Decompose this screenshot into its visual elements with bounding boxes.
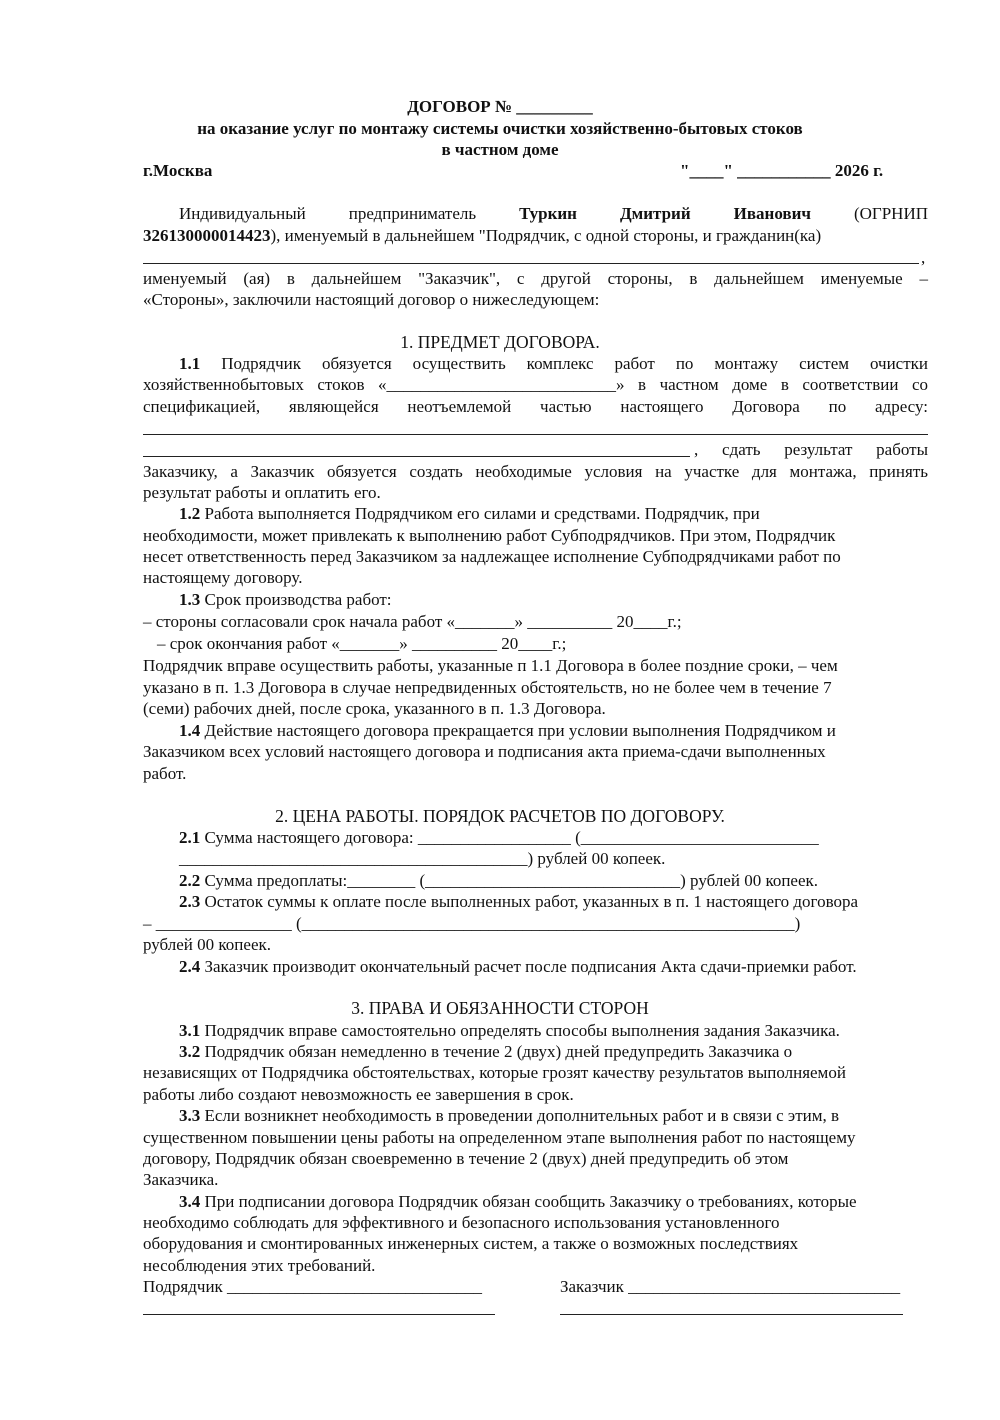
clause-1-2-line-1: 1.2 Работа выполняется Подрядчиком его силами и средствами. Подрядчик, при	[179, 504, 760, 523]
preamble-line-4: именуемый (ая) в дальнейшем "Заказчик", с другой стороны, в дальнейшем именуемые –	[143, 269, 928, 288]
clause-1-1-line-5: , сдать результат работы	[694, 440, 928, 459]
clause-3-4-line-2: необходимо соблюдать для эффективного и безопасного использования установленного	[143, 1213, 780, 1232]
clause-1-3-end-date: – срок окончания работ «_______» __________ 20____г.;	[157, 634, 567, 653]
clause-2-3-line-2: – ________________ (__________________________________________________________)	[143, 914, 801, 933]
clause-2-2-line-1: 2.2 Сумма предоплаты:________ (______________________________) рублей 00 копеек.	[179, 871, 819, 890]
clause-1-4-line-2: Заказчиком всех условий настоящего договора и подписания акта приема-сдачи выполненных	[143, 742, 826, 761]
clause-1-1-line-7: результат работы и оплатить его.	[143, 483, 381, 502]
clause-3-4-line-4: несоблюдения этих требований.	[143, 1256, 376, 1275]
clause-1-4-line-3: работ.	[143, 764, 187, 783]
clause-1-4-line-1: 1.4 Действие настоящего договора прекращается при условии выполнения Подрядчиком и	[179, 721, 836, 740]
section-1-title: 1. ПРЕДМЕТ ДОГОВОРА.	[400, 332, 600, 352]
clause-3-2-line-3: работы либо создают невозможность ее завершения в срок.	[143, 1085, 574, 1104]
clause-3-4-line-1: 3.4 При подписании договора Подрядчик обязан сообщить Заказчику о требованиях, которые	[179, 1192, 857, 1211]
customer-signature-line	[560, 1314, 903, 1315]
clause-2-1-line-1: 2.1 Сумма настоящего договора: __________________ (____________________________	[179, 828, 819, 847]
preamble-line-3-comma: ,	[921, 248, 926, 267]
clause-3-2-line-1: 3.2 Подрядчик обязан немедленно в течение 2 (двух) дней предупредить Заказчика о	[179, 1042, 793, 1061]
clause-1-2-line-4: настоящему договору.	[143, 568, 303, 587]
clause-3-4-line-3: оборудования и смонтированных инженерных систем, а также о возможных последствиях	[143, 1234, 799, 1253]
address-blank-2	[143, 456, 690, 457]
clause-3-3-line-4: Заказчика.	[143, 1170, 219, 1189]
contractor-signature-line	[143, 1314, 495, 1315]
clause-1-3-line-6: (семи) рабочих дней, после срока, указанного в п. 1.3 Договора.	[143, 699, 606, 718]
clause-2-1-line-2: _________________________________________) рублей 00 копеек.	[179, 849, 666, 868]
ogrnip-number: 326130000014423	[143, 226, 271, 245]
clause-1-3-line-4: Подрядчик вправе осуществить работы, указанные п 1.1 Договора в более поздние сроки, – чем	[143, 656, 838, 675]
document-subtitle: на оказание услуг по монтажу системы очистки хозяйственно-бытовых стоков	[197, 119, 803, 138]
clause-1-1-line-1: 1.1 Подрядчик обязуется осуществить комплекс работ по монтажу систем очистки	[179, 354, 929, 373]
clause-1-3-line-5: указано в п. 1.3 Договора в случае непредвиденных обстоятельств, но не более чем в течение 7	[143, 678, 832, 697]
clause-1-1-line-6: Заказчику, а Заказчик обязуется создать необходимые условия на участке для монтажа, принять	[143, 462, 928, 481]
city: г.Москва	[143, 161, 213, 180]
document-title: ДОГОВОР № _________	[407, 97, 593, 116]
clause-2-4-line-1: 2.4 Заказчик производит окончательный расчет после подписания Акта сдачи-приемки работ.	[179, 957, 857, 976]
clause-1-3-start-date: – стороны согласовали срок начала работ «_______» __________ 20____г.;	[143, 612, 682, 631]
document-subtitle-line2: в частном доме	[441, 140, 559, 159]
section-3-title: 3. ПРАВА И ОБЯЗАННОСТИ СТОРОН	[351, 998, 649, 1018]
contract-date: "____" ___________ 2026 г.	[680, 161, 884, 180]
customer-signature-label: Заказчик ________________________________	[560, 1277, 901, 1296]
clause-1-1-line-3: спецификацией, являющейся неотъемлемой частью настоящего Договора по адресу:	[143, 397, 928, 416]
clause-2-3-line-3: рублей 00 копеек.	[143, 935, 271, 954]
address-blank-1	[143, 434, 928, 435]
contractor-signature-label: Подрядчик ______________________________	[143, 1277, 483, 1296]
clause-3-3-line-1: 3.3 Если возникнет необходимость в проведении дополнительных работ и в связи с этим, в	[179, 1106, 840, 1125]
section-2-title: 2. ЦЕНА РАБОТЫ. ПОРЯДОК РАСЧЕТОВ ПО ДОГОВОРУ.	[275, 806, 725, 826]
clause-3-1-line-1: 3.1 Подрядчик вправе самостоятельно определять способы выполнения задания Заказчика.	[179, 1021, 840, 1040]
customer-name-blank	[143, 263, 919, 264]
preamble-line-1: Индивидуальный предприниматель Туркин Дмитрий Иванович (ОГРНИП	[179, 204, 929, 223]
preamble-line-5: «Стороны», заключили настоящий договор о нижеследующем:	[143, 290, 600, 309]
clause-2-3-line-1: 2.3 Остаток суммы к оплате после выполненных работ, указанных в п. 1 настоящего договора	[179, 892, 859, 911]
preamble-line-2: 326130000014423), именуемый в дальнейшем "Подрядчик, с одной стороны, и гражданин(ка)	[143, 226, 822, 245]
clause-1-1-line-2: хозяйственнобытовых стоков «___________________________» в частном доме в соответствии со	[143, 375, 928, 394]
clause-1-2-line-2: необходимости, может привлекать к выполнению работ Субподрядчиков. При этом, Подрядчик	[143, 526, 836, 545]
clause-3-3-line-2: существенном повышении цены работы на определенном этапе выполнения работ по настоящему	[143, 1128, 856, 1147]
clause-3-2-line-2: независящих от Подрядчика обстоятельствах, которые грозят качеству результатов выполняемой	[143, 1063, 846, 1082]
clause-3-3-line-3: договору, Подрядчик обязан своевременно в течение 2 (двух) дней предупредить об этом	[143, 1149, 789, 1168]
clause-1-3-line-1: 1.3 Срок производства работ:	[179, 590, 392, 609]
clause-1-2-line-3: несет ответственность перед Заказчиком за надлежащее исполнение Субподрядчиками работ по	[143, 547, 841, 566]
